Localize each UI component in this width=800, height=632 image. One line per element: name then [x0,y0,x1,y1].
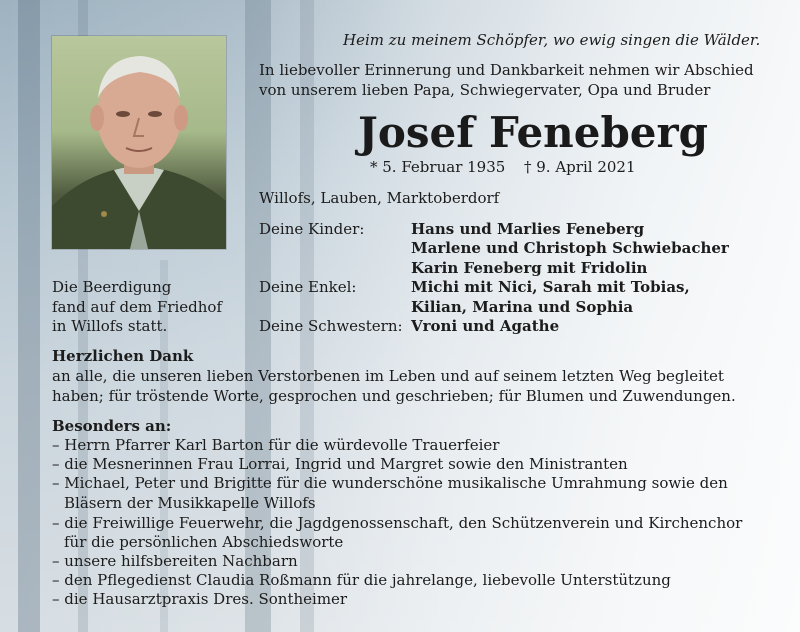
grandchildren-label: Deine Enkel: [259,278,357,296]
special-line: für die persönlichen Abschiedsworte [64,533,344,551]
grandchildren-name: Kilian, Marina und Sophia [411,298,634,316]
thanks-heading: Herzlichen Dank [52,347,194,365]
children-name: Karin Feneberg mit Fridolin [411,259,648,277]
intro-line: In liebevoller Erinnerung und Dankbarkeit nehmen wir Abschied [259,61,754,79]
children-name: Marlene und Christoph Schwiebacher [411,239,729,257]
thanks-text: an alle, die unseren lieben Verstorbenen im Leben und auf seinem letzten Weg begleitet [52,367,724,385]
quote: Heim zu meinem Schöpfer, wo ewig singen die Wälder. [343,31,761,49]
birth-date: * 5. Februar 1935 [370,158,506,176]
intro-line: von unserem lieben Papa, Schwiegervater, Opa und Bruder [259,81,711,99]
death-date: † 9. April 2021 [524,158,636,176]
special-line: – die Hausarztpraxis Dres. Sontheimer [52,590,348,608]
places: Willofs, Lauben, Marktoberdorf [259,189,500,207]
portrait-photo [52,36,226,249]
thanks-text: haben; für tröstende Worte, gesprochen und geschrieben; für Blumen und Zuwendungen. [52,387,736,405]
special-heading: Besonders an: [52,417,172,435]
special-line: – den Pflegedienst Claudia Roßmann für die jahrelange, liebevolle Unterstützung [52,571,671,589]
sisters-label: Deine Schwestern: [259,317,403,335]
children-name: Hans und Marlies Feneberg [411,220,645,238]
special-line: Bläsern der Musikkapelle Willofs [64,494,316,512]
funeral-note: in Willofs statt. [52,317,168,335]
children-label: Deine Kinder: [259,220,365,238]
grandchildren-name: Michi mit Nici, Sarah mit Tobias, [411,278,690,296]
special-line: – die Mesnerinnen Frau Lorrai, Ingrid und Margret sowie den Ministranten [52,455,628,473]
special-line: – unsere hilfsbereiten Nachbarn [52,552,298,570]
special-line: – Herrn Pfarrer Karl Barton für die würdevolle Trauerfeier [52,436,500,454]
deceased-name: Josef Feneberg [358,108,709,157]
sisters-name: Vroni und Agathe [411,317,560,335]
forest-background [18,0,40,632]
funeral-note: Die Beerdigung [52,278,172,296]
funeral-note: fand auf dem Friedhof [52,298,223,316]
special-line: – die Freiwillige Feuerwehr, die Jagdgenossenschaft, den Schützenverein und Kirchenchor [52,514,743,532]
special-line: – Michael, Peter und Brigitte für die wunderschöne musikalische Umrahmung sowie den [52,474,728,492]
